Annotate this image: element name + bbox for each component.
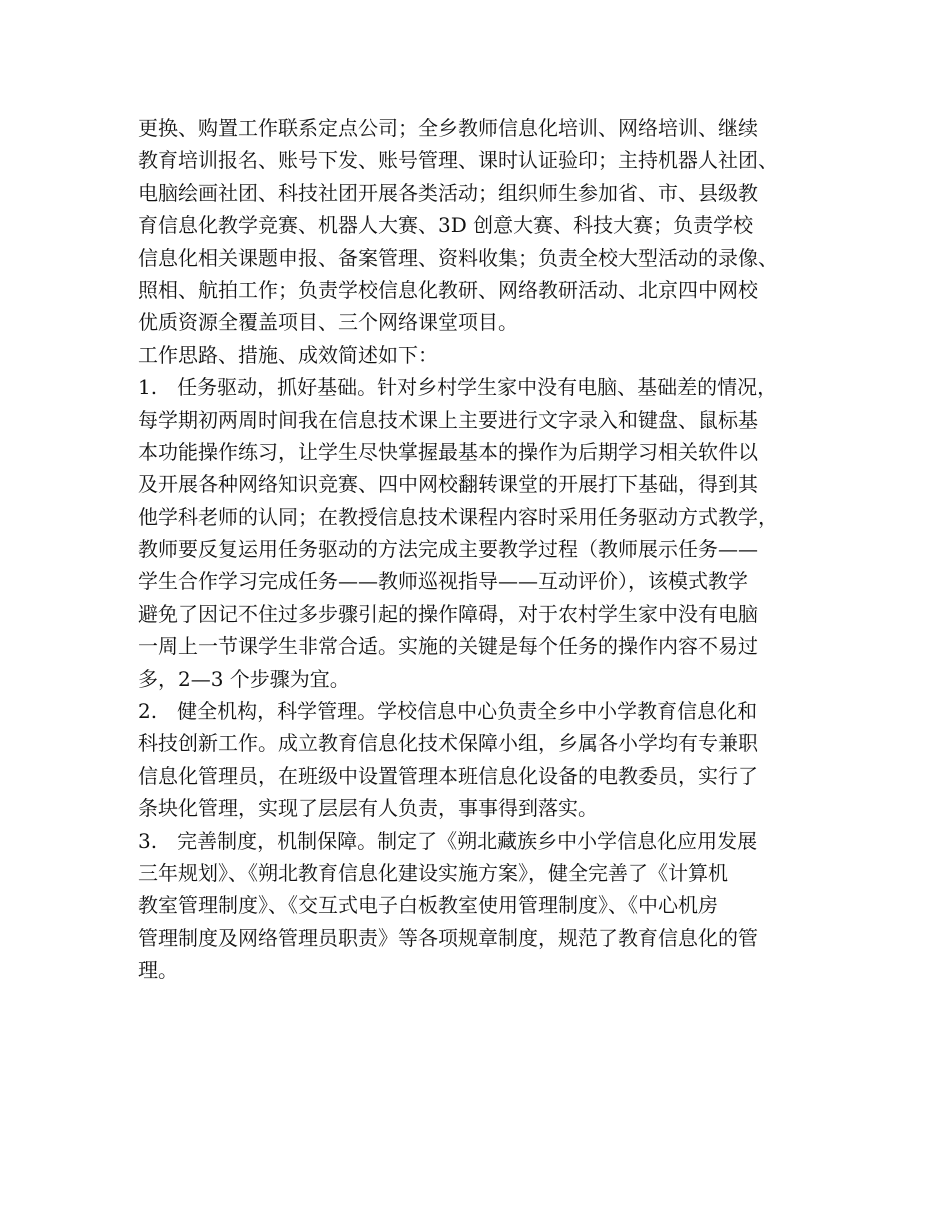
text-line: 一周上一节课学生非常合适。实施的关键是每个任务的操作内容不易过: [138, 634, 758, 659]
text-line: 避免了因记不住过多步骤引起的操作障碍，对于农村学生家中没有电脑: [138, 601, 758, 626]
text-line: 每学期初两周时间我在信息技术课上主要进行文字录入和键盘、鼠标基: [138, 407, 758, 432]
section-intro-line: 工作思路、措施、成效简述如下：: [138, 342, 438, 367]
text-line: 信息化相关课题申报、备案管理、资料收集；负责全校大型活动的录像、: [138, 245, 778, 270]
text-line: 教师要反复运用任务驱动的方法完成主要教学过程（教师展示任务——: [138, 537, 758, 562]
text-line: 本功能操作练习，让学生尽快掌握最基本的操作为后期学习相关软件以: [138, 439, 758, 464]
text-line: 科技创新工作。成立教育信息化技术保障小组，乡属各小学均有专兼职: [138, 731, 758, 756]
text-line: 教室管理制度》、《交互式电子白板教室使用管理制度》、《中心机房: [138, 893, 718, 918]
text-line: 管理制度及网络管理员职责》等各项规章制度，规范了教育信息化的管: [138, 925, 758, 950]
text-line: 三年规划》、《朔北教育信息化建设实施方案》，健全完善了《计算机: [138, 860, 728, 885]
text-line: 优质资源全覆盖项目、三个网络课堂项目。: [138, 310, 518, 335]
text-line: 教育培训报名、账号下发、账号管理、课时认证验印；主持机器人社团、: [138, 148, 778, 173]
text-line: 电脑绘画社团、科技社团开展各类活动；组织师生参加省、市、县级教: [138, 180, 758, 205]
list-item-1-line: 1. 任务驱动，抓好基础。针对乡村学生家中没有电脑、基础差的情况，: [138, 375, 778, 400]
text-line: 信息化管理员，在班级中设置管理本班信息化设备的电教委员，实行了: [138, 763, 758, 788]
list-item-2-line: 2. 健全机构，科学管理。学校信息中心负责全乡中小学教育信息化和: [138, 699, 758, 724]
body-text: [138, 112, 828, 987]
text-line: 多，2—3 个步骤为宜。: [138, 666, 350, 691]
text-line: 照相、航拍工作；负责学校信息化教研、网络教研活动、北京四中网校: [138, 277, 758, 302]
text-line: 条块化管理，实现了层层有人负责，事事得到落实。: [138, 796, 598, 821]
text-line: 及开展各种网络知识竞赛、四中网校翻转课堂的开展打下基础，得到其: [138, 472, 758, 497]
list-item-3-line: 3. 完善制度，机制保障。制定了《朔北藏族乡中小学信息化应用发展: [138, 828, 758, 853]
text-line: 育信息化教学竞赛、机器人大赛、3D 创意大赛、科技大赛；负责学校: [138, 213, 754, 238]
text-line: 他学科老师的认同；在教授信息技术课程内容时采用任务驱动方式教学，: [138, 504, 778, 529]
text-line: 理。: [138, 958, 178, 983]
text-line: 更换、购置工作联系定点公司；全乡教师信息化培训、网络培训、继续: [138, 116, 758, 140]
text-line: 学生合作学习完成任务——教师巡视指导——互动评价），该模式教学: [138, 569, 748, 594]
